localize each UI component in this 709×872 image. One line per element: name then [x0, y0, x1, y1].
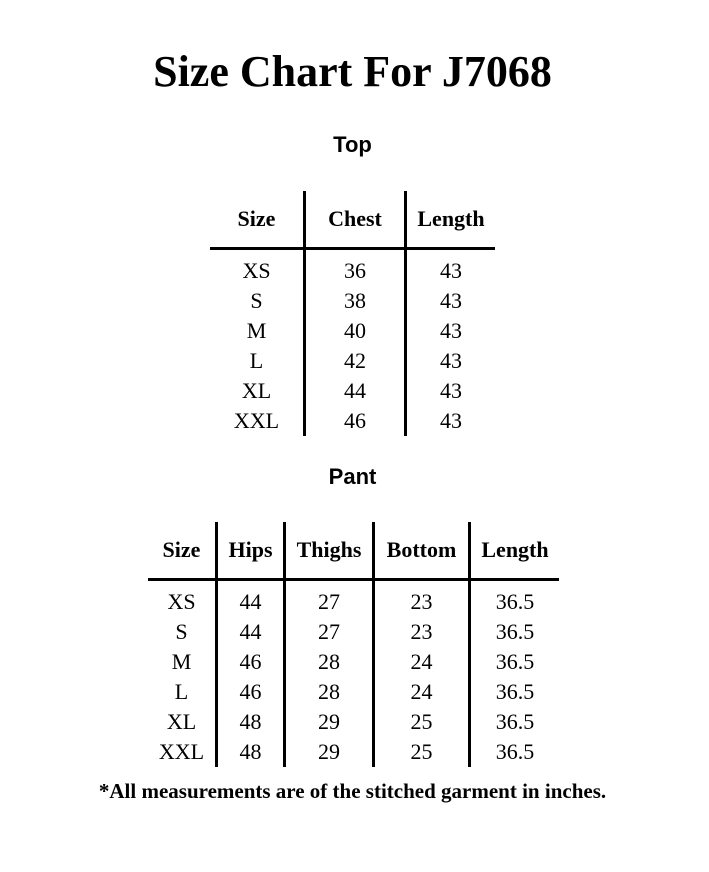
size-cell: S — [210, 286, 305, 316]
table-row — [148, 737, 559, 767]
length-cell: 36.5 — [495, 649, 535, 674]
length-cell: 36.5 — [495, 709, 535, 734]
hips-cell: 44 — [217, 617, 285, 647]
chest-cell: 40 — [305, 316, 406, 346]
length-cell: 43 — [440, 318, 462, 343]
hips-cell: 48 — [217, 737, 285, 767]
column-header-thighs: Thighs — [285, 522, 374, 580]
table-row — [210, 249, 495, 287]
column-header-length: Length — [470, 522, 560, 580]
thighs-cell: 27 — [285, 580, 374, 618]
hips-cell: 48 — [217, 707, 285, 737]
pant-section-title: Pant — [328, 464, 377, 489]
bottom-cell: 23 — [374, 617, 470, 647]
size-cell: XXL — [148, 737, 217, 767]
size-cell: XS — [148, 580, 217, 618]
size-cell: L — [210, 346, 305, 376]
size-cell: XL — [210, 376, 305, 406]
chest-cell: 36 — [305, 249, 406, 287]
length-cell: 43 — [440, 348, 462, 373]
size-cell: M — [210, 316, 305, 346]
table-row — [148, 647, 559, 677]
table-row — [210, 286, 495, 316]
table-row — [210, 376, 495, 406]
bottom-cell: 23 — [374, 580, 470, 618]
column-header-length: Length — [406, 191, 496, 249]
column-header-size: Size — [210, 191, 305, 249]
thighs-cell: 27 — [285, 617, 374, 647]
length-cell: 36.5 — [495, 619, 535, 644]
table-row — [148, 617, 559, 647]
table-row — [148, 677, 559, 707]
size-cell: XXL — [210, 406, 305, 436]
bottom-cell: 24 — [374, 677, 470, 707]
chest-cell: 38 — [305, 286, 406, 316]
table-header-row — [148, 522, 559, 580]
length-cell: 43 — [440, 288, 462, 313]
hips-cell: 44 — [217, 580, 285, 618]
top-size-table — [210, 191, 495, 436]
table-row — [210, 406, 495, 436]
length-cell: 36.5 — [495, 589, 535, 614]
top-section-title: Top — [333, 132, 372, 157]
chest-cell: 46 — [305, 406, 406, 436]
table-header-row — [210, 191, 495, 249]
size-cell: S — [148, 617, 217, 647]
column-header-size: Size — [148, 522, 217, 580]
column-header-hips: Hips — [217, 522, 285, 580]
hips-cell: 46 — [217, 677, 285, 707]
length-cell: 43 — [440, 258, 462, 283]
size-cell: XL — [148, 707, 217, 737]
hips-cell: 46 — [217, 647, 285, 677]
chest-cell: 42 — [305, 346, 406, 376]
table-row — [148, 580, 559, 618]
thighs-cell: 29 — [285, 737, 374, 767]
thighs-cell: 28 — [285, 677, 374, 707]
chest-cell: 44 — [305, 376, 406, 406]
length-cell: 36.5 — [495, 679, 535, 704]
thighs-cell: 29 — [285, 707, 374, 737]
length-cell: 36.5 — [495, 739, 535, 764]
bottom-cell: 25 — [374, 707, 470, 737]
size-cell: L — [148, 677, 217, 707]
page-title: Size Chart For J7068 — [153, 47, 552, 96]
column-header-chest: Chest — [305, 191, 406, 249]
length-cell: 43 — [440, 408, 462, 433]
table-row — [148, 707, 559, 737]
size-cell: M — [148, 647, 217, 677]
measurement-footnote: *All measurements are of the stitched garment in inches. — [98, 779, 607, 803]
thighs-cell: 28 — [285, 647, 374, 677]
length-cell: 43 — [440, 378, 462, 403]
pant-size-table — [148, 522, 559, 767]
table-row — [210, 346, 495, 376]
column-header-bottom: Bottom — [374, 522, 470, 580]
table-row — [210, 316, 495, 346]
size-cell: XS — [210, 249, 305, 287]
bottom-cell: 24 — [374, 647, 470, 677]
bottom-cell: 25 — [374, 737, 470, 767]
